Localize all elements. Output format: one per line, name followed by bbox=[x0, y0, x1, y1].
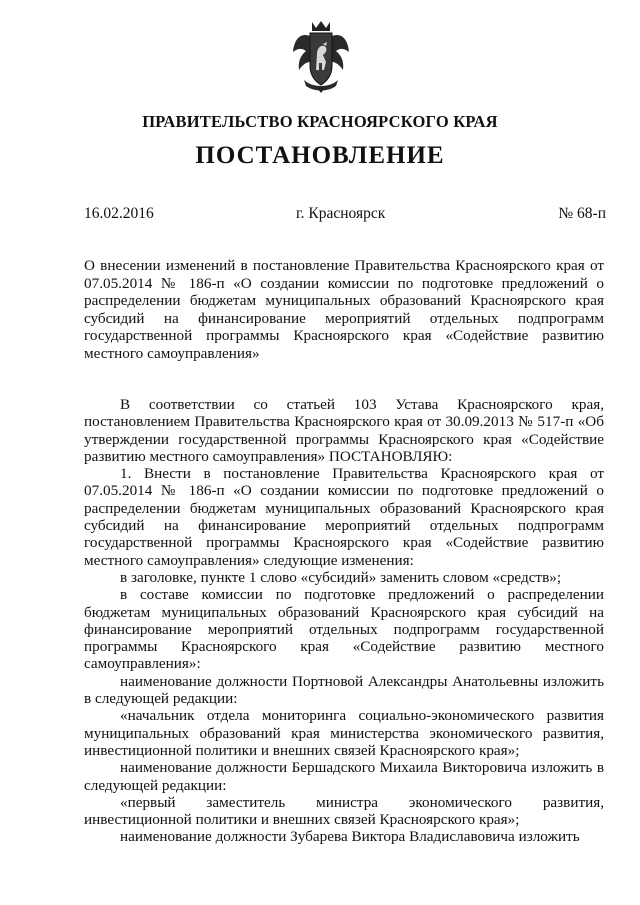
body-paragraph: В соответствии со статьей 103 Устава Красноярского края, постановлением Правительства Красноярского края от 30.09.2013 № 517-п «Об утверждении государственной программы Красноярского края «Содействие развитию местного самоуправления» ПОСТАНОВЛЯЮ: bbox=[84, 396, 604, 465]
body-paragraph: в составе комиссии по подготовке предложений о распределении бюджетам муниципальных образований Красноярского края субсидий на финансирование мероприятий отдельных подпрограмм государственной программы Красноярского края «Содействие развитию местного самоуправления»: bbox=[84, 586, 604, 673]
body-paragraph: «начальник отдела мониторинга социально-экономического развития муниципальных образований края министерства экономического развития, инвестиционной политики и внешних связей Красноярского края»; bbox=[84, 707, 604, 759]
coat-of-arms-icon bbox=[290, 18, 352, 94]
document-number: № 68-п bbox=[558, 205, 606, 222]
document-subject: О внесении изменений в постановление Правительства Красноярского края от 07.05.2014 № 186-п «О создании комиссии по подготовке предложений о распределении бюджетам муниципальных образований Красноярского края субсидий на финансирование мероприятий отдельных подпрограмм государственной программы Красноярского края «Содействие развитию местного самоуправления» bbox=[84, 257, 604, 362]
body-paragraph: наименование должности Бершадского Михаила Викторовича изложить в следующей редакции: bbox=[84, 759, 604, 794]
body-paragraph: наименование должности Портновой Александры Анатольевны изложить в следующей редакции: bbox=[84, 672, 604, 708]
body-paragraph: наименование должности Зубарева Виктора Владиславовича изложить bbox=[120, 828, 580, 846]
body-paragraph: 1. Внести в постановление Правительства Красноярского края от 07.05.2014 № 186-п «О создании комиссии по подготовке предложений о распределении бюджетам муниципальных образований Красноярского края субсидий на финансирование мероприятий отдельных подпрограмм государственной программы Красноярского края «Содействие развитию местного самоуправления» следующие изменения: bbox=[84, 465, 604, 569]
body-paragraph: «первый заместитель министра экономического развития, инвестиционной политики и внешних связей Красноярского края»; bbox=[84, 793, 604, 829]
government-title: ПРАВИТЕЛЬСТВО КРАСНОЯРСКОГО КРАЯ bbox=[142, 112, 498, 131]
document-city: г. Красноярск bbox=[296, 205, 386, 222]
document-type-title: ПОСТАНОВЛЕНИЕ bbox=[195, 142, 445, 169]
body-paragraph: в заголовке, пункте 1 слово «субсидий» заменить словом «средств»; bbox=[120, 568, 562, 586]
document-date: 16.02.2016 bbox=[84, 205, 154, 222]
document-body bbox=[84, 396, 604, 846]
